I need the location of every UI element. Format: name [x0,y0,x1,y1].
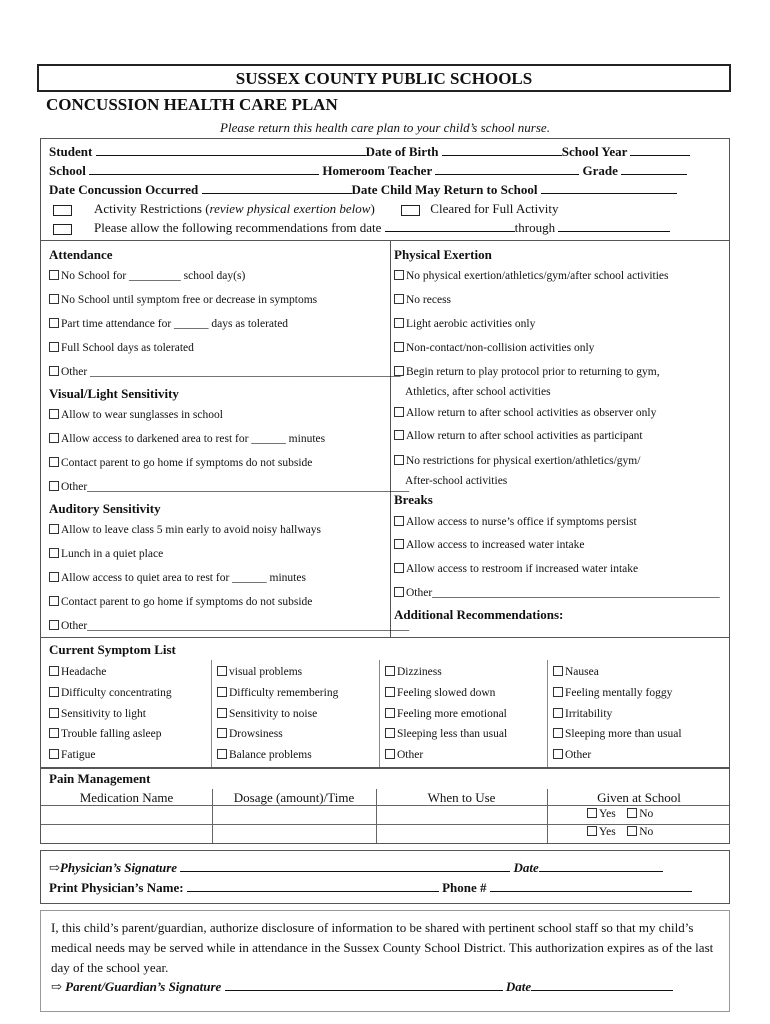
symptom-item[interactable]: visual problems [217,666,302,678]
symptom-list-section [40,638,730,768]
auditory-item[interactable]: Allow access to quiet area to rest for ______ minutes [49,572,306,584]
parent-signature-field[interactable] [225,979,503,991]
review-note: review physical exertion below [209,201,371,216]
physical-item[interactable]: Non-contact/non-collision activities only [394,342,594,354]
homeroom-field[interactable] [435,163,579,175]
dob-label: Date of Birth [365,144,439,159]
school-label: School [49,163,86,178]
physical-item[interactable]: No recess [394,294,451,306]
physical-item[interactable]: Allow return to after school activities as observer only [394,407,656,419]
physician-signature-field[interactable] [180,860,510,872]
symptom-item[interactable]: Nausea [553,666,599,678]
return-note: Please return this health care plan to your child’s school nurse. [220,120,550,135]
from-date-field[interactable] [385,220,515,232]
date-return-field[interactable] [541,182,677,194]
when-to-use-header: When to Use [427,790,496,805]
student-field[interactable] [96,144,366,156]
print-name-field[interactable] [187,880,439,892]
attendance-item[interactable]: Part time attendance for ______ days as tolerated [49,318,288,330]
authorization-section [40,910,730,1012]
given-at-school-options[interactable]: Yes No [587,826,653,838]
recommendations-label: Please allow the following recommendations from date [94,220,382,235]
auditory-item[interactable]: Contact parent to go home if symptoms do not subside [49,596,312,608]
breaks-item[interactable]: Allow access to increased water intake [394,539,585,551]
date-occurred-field[interactable] [202,182,352,194]
symptom-item[interactable]: Dizziness [385,666,442,678]
physical-item[interactable]: Begin return to play protocol prior to returning to gym, [394,366,660,378]
pain-header: Pain Management [49,771,151,786]
grade-field[interactable] [621,163,687,175]
student-label: Student [49,144,93,159]
grade-label: Grade [582,163,618,178]
print-name-label: Print Physician’s Name: [49,880,184,895]
symptom-item[interactable]: Sensitivity to noise [217,708,317,720]
auditory-item[interactable]: Lunch in a quiet place [49,548,163,560]
physical-item[interactable]: Allow return to after school activities as participant [394,430,643,442]
physical-item[interactable]: No restrictions for physical exertion/athletics/gym/ [394,455,640,467]
student-info-section [40,138,730,240]
breaks-header: Breaks [394,492,433,507]
dosage-header: Dosage (amount)/Time [233,790,355,805]
homeroom-label: Homeroom Teacher [322,163,432,178]
physical-item[interactable]: No physical exertion/athletics/gym/after school activities [394,270,669,282]
dob-field[interactable] [442,144,562,156]
phone-field[interactable] [490,880,692,892]
visual-item[interactable]: Other________________________________________________________ [49,481,409,493]
org-title: SUSSEX COUNTY PUBLIC SCHOOLS [37,64,731,92]
recommendations-section [40,240,730,638]
symptom-item[interactable]: Difficulty remembering [217,687,338,699]
pain-management-section [40,768,730,844]
school-year-label: School Year [561,144,628,159]
symptom-item[interactable]: Headache [49,666,106,678]
given-at-school-header: Given at School [597,790,681,805]
through-date-field[interactable] [558,220,670,232]
symptom-item[interactable]: Sleeping more than usual [553,728,682,740]
parent-signature-label: Parent/Guardian’s Signature [65,979,222,994]
close-paren: ) [370,201,375,216]
parent-date-label: Date [505,979,532,994]
physician-signature-label: Physician’s Signature [59,860,178,875]
attendance-item[interactable]: Other ______________________________________________________ [49,366,401,378]
attendance-item[interactable]: No School for _________ school day(s) [49,270,245,282]
physical-header: Physical Exertion [394,247,492,262]
symptom-header: Current Symptom List [49,642,176,657]
additional-header: Additional Recommendations: [394,607,564,622]
symptom-item[interactable]: Sensitivity to light [49,708,146,720]
visual-item[interactable]: Allow access to darkened area to rest for ______ minutes [49,433,325,445]
physician-date-field[interactable] [539,860,663,872]
symptom-item[interactable]: Other [385,749,423,761]
breaks-item[interactable]: Allow access to restroom if increased water intake [394,563,638,575]
symptom-item[interactable]: Drowsiness [217,728,283,740]
cleared-checkbox[interactable] [401,205,420,216]
auditory-item[interactable]: Allow to leave class 5 min early to avoid noisy hallways [49,524,321,536]
arrow-icon: ⇨ [49,860,60,875]
symptom-item[interactable]: Feeling more emotional [385,708,507,720]
symptom-item[interactable]: Feeling mentally foggy [553,687,672,699]
form-title: CONCUSSION HEALTH CARE PLAN [46,95,338,114]
physical-item-continued: After-school activities [405,475,508,487]
symptom-item[interactable]: Balance problems [217,749,312,761]
symptom-item[interactable]: Other [553,749,591,761]
activity-restrictions-checkbox[interactable] [53,205,72,216]
symptom-item[interactable]: Fatigue [49,749,96,761]
physical-item-continued: Athletics, after school activities [405,386,551,398]
symptom-item[interactable]: Difficulty concentrating [49,687,172,699]
authorization-text: I, this child’s parent/guardian, authorize disclosure of information to be shared with pertinent school staff so that my child’s medical needs may be served while in attendance in the Sussex County School District. This authorization expires as of the last day of the school year. [51,920,714,975]
physician-date-label: Date [513,860,539,875]
auditory-item[interactable]: Other________________________________________________________ [49,620,409,632]
medication-name-header: Medication Name [79,790,174,805]
attendance-header: Attendance [49,247,113,262]
visual-header: Visual/Light Sensitivity [49,386,179,401]
school-field[interactable] [89,163,319,175]
breaks-item[interactable]: Allow access to nurse’s office if symptoms persist [394,516,637,528]
attendance-item[interactable]: No School until symptom free or decrease in symptoms [49,294,317,306]
activity-restrictions-label: Activity Restrictions ( [94,201,210,216]
symptom-item[interactable]: Feeling slowed down [385,687,495,699]
date-return-label: Date Child May Return to School [351,182,538,197]
visual-item[interactable]: Contact parent to go home if symptoms do not subside [49,457,312,469]
symptom-item[interactable]: Irritability [553,708,612,720]
school-year-field[interactable] [630,144,690,156]
breaks-item[interactable]: Other__________________________________________________ [394,587,720,599]
through-label: through [514,220,556,235]
physician-signature-section [40,850,730,904]
arrow-icon: ⇨ [51,979,62,994]
parent-date-field[interactable] [531,979,673,991]
symptom-item[interactable]: Trouble falling asleep [49,728,162,740]
physical-item[interactable]: Light aerobic activities only [394,318,535,330]
cleared-label: Cleared for Full Activity [430,201,559,216]
symptom-item[interactable]: Sleeping less than usual [385,728,507,740]
attendance-item[interactable]: Full School days as tolerated [49,342,194,354]
visual-item[interactable]: Allow to wear sunglasses in school [49,409,223,421]
phone-label: Phone # [442,880,487,895]
auditory-header: Auditory Sensitivity [49,501,161,516]
given-at-school-options[interactable]: Yes No [587,808,653,820]
date-occurred-label: Date Concussion Occurred [49,182,199,197]
recommendations-checkbox[interactable] [53,224,72,235]
